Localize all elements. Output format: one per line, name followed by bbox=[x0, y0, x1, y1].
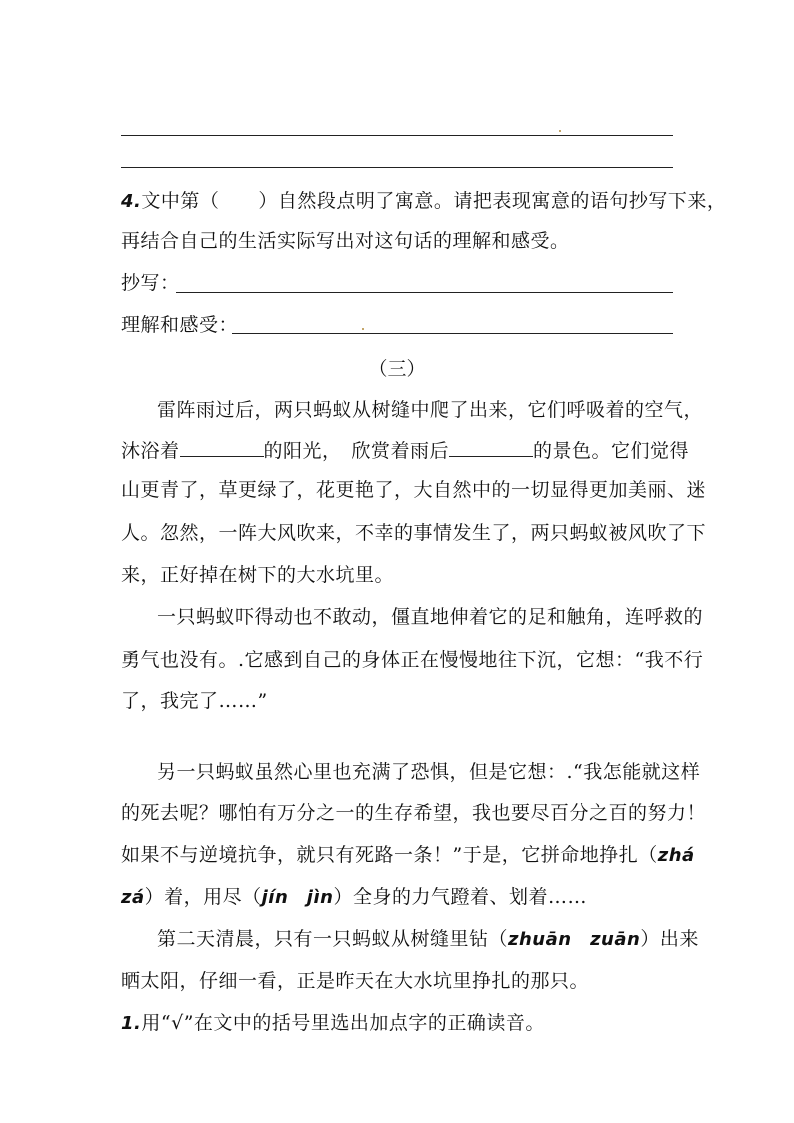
passage-line bbox=[157, 397, 704, 423]
question-1 bbox=[121, 1010, 681, 1037]
passage-line bbox=[121, 437, 690, 464]
passage-text: 沐浴着 bbox=[121, 440, 180, 462]
passage-text: 的景色。它们觉得 bbox=[533, 440, 690, 462]
understanding-label: 理解和感受： bbox=[121, 314, 239, 336]
passage-text: 如果不与逆境抗争，就只有死路一条！”于是，它拼命地挣扎（ bbox=[121, 844, 658, 866]
answer-line bbox=[121, 135, 673, 136]
passage-text: 山更青了，草更绿了，花更艳了，大自然中的一切显得更加美丽、迷 bbox=[121, 479, 707, 501]
passage-line bbox=[157, 604, 704, 630]
passage-text: 的死去呢？哪怕有万分之一的生存希望，我也要尽百分之百的努力！ bbox=[121, 802, 707, 824]
passage-line bbox=[121, 520, 707, 546]
passage-text: 了，我完了……” bbox=[121, 690, 268, 712]
passage-text: 的阳光， 欣赏着雨后 bbox=[263, 440, 450, 462]
passage-line bbox=[121, 647, 704, 673]
question-number: 1. bbox=[121, 1013, 142, 1034]
passage-text: 来，正好掉在树下的大水坑里。 bbox=[121, 564, 395, 586]
understanding-answer-line[interactable] bbox=[232, 333, 673, 334]
pinyin-option[interactable]: zhuān zuān bbox=[508, 929, 641, 950]
question-text: 再结合自己的生活实际写出对这句话的理解和感受。 bbox=[121, 230, 570, 252]
understanding-row bbox=[121, 312, 681, 338]
passage-text: 另一只蚂蚁虽然心里也充满了恐惧，但是它想：.“我怎能就这样 bbox=[157, 761, 701, 783]
speck bbox=[559, 130, 561, 132]
pinyin-option[interactable]: zhá bbox=[657, 845, 695, 866]
question-4-line-2 bbox=[121, 228, 681, 254]
passage-text: ）全身的力气蹬着、划着…… bbox=[333, 886, 587, 908]
answer-line bbox=[121, 167, 673, 168]
passage-text: ）出来 bbox=[640, 928, 699, 950]
passage-line bbox=[157, 759, 701, 785]
fill-blank-2[interactable] bbox=[449, 437, 533, 457]
passage-line bbox=[121, 800, 707, 826]
passage-line bbox=[121, 884, 681, 911]
passage-line bbox=[121, 968, 681, 994]
passage-line bbox=[157, 926, 699, 953]
passage-text: 晒太阳，仔细一看，正是昨天在大水坑里挣扎的那只。 bbox=[121, 970, 590, 992]
question-text: 文中第（ ）自然段点明了寓意。请把表现寓意的语句抄写下来， bbox=[141, 190, 727, 212]
passage-line bbox=[121, 562, 681, 588]
question-text: 用“√”在文中的括号里选出加点字的正确读音。 bbox=[141, 1012, 545, 1034]
section-title: （三） bbox=[368, 358, 426, 380]
question-4-line-1 bbox=[121, 188, 727, 215]
fill-blank-1[interactable] bbox=[180, 437, 264, 457]
passage-line bbox=[121, 842, 695, 869]
passage-text: ）着，用尽（ bbox=[144, 886, 262, 908]
passage-text: 雷阵雨过后，两只蚂蚁从树缝中爬了出来，它们呼吸着的空气， bbox=[157, 399, 704, 421]
passage-text: 勇气也没有。.它感到自己的身体正在慢慢地往下沉，它想：“我不行 bbox=[121, 649, 704, 671]
speck bbox=[362, 328, 364, 330]
copy-label: 抄写： bbox=[121, 272, 180, 294]
passage-text: 第二天清晨，只有一只蚂蚁从树缝里钻（ bbox=[157, 928, 509, 950]
passage-text: 人。忽然，一阵大风吹来，不幸的事情发生了，两只蚂蚁被风吹了下 bbox=[121, 522, 707, 544]
passage-text: 一只蚂蚁吓得动也不敢动，僵直地伸着它的足和触角，连呼救的 bbox=[157, 606, 704, 628]
pinyin-option[interactable]: zá bbox=[121, 887, 145, 908]
copy-answer-line[interactable] bbox=[176, 292, 673, 293]
pinyin-option[interactable]: jín jìn bbox=[261, 887, 334, 908]
question-number: 4. bbox=[121, 191, 142, 212]
passage-line bbox=[121, 477, 707, 503]
passage-line bbox=[121, 688, 681, 714]
